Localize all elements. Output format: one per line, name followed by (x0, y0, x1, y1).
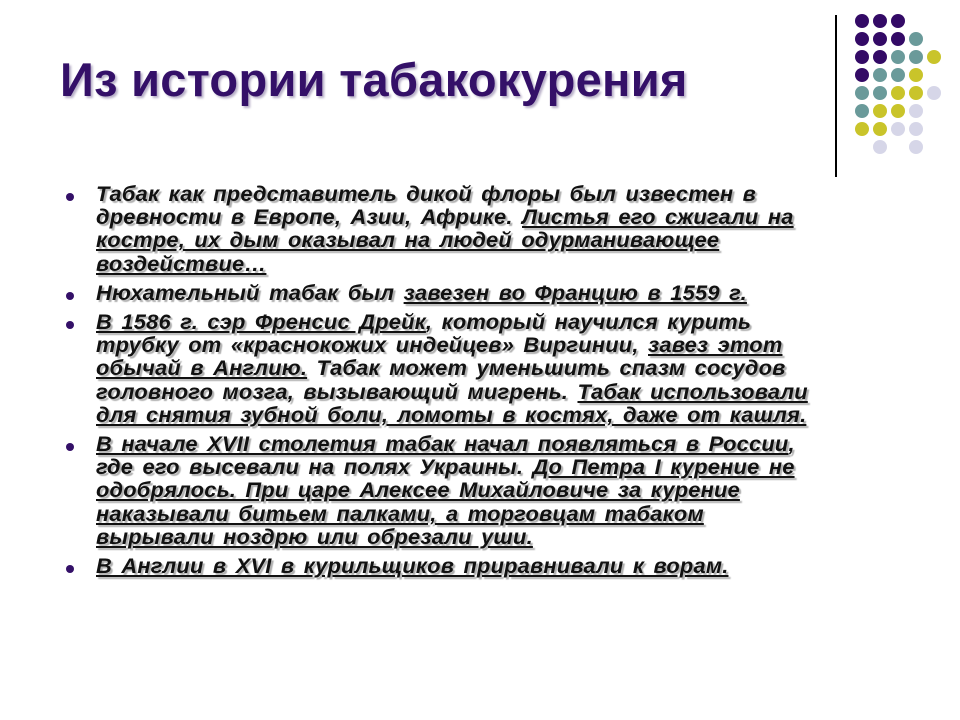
underlined-text: для снятия зубной боли, ломоты в костях, даже от кашля. (96, 403, 807, 427)
text-line (96, 334, 959, 357)
text-line (96, 357, 959, 380)
underlined-text: обычай в Англию. (96, 357, 308, 381)
text-line (96, 229, 959, 252)
underlined-text: До Петра I курение не (532, 456, 795, 480)
yellow-dot (891, 86, 905, 100)
lavender-dot (909, 122, 923, 136)
underlined-text: Табак использовали (577, 380, 808, 404)
purple-dot (873, 32, 887, 46)
teal-dot (873, 68, 887, 82)
text-line (96, 381, 959, 404)
bullet-icon (66, 321, 74, 329)
text-segment: где его высевали на полях Украины. (96, 456, 533, 480)
yellow-dot (891, 104, 905, 118)
underlined-text: завез этот (648, 334, 783, 358)
text-line (96, 404, 959, 427)
yellow-dot (873, 122, 887, 136)
text-line (96, 456, 959, 479)
bullet-item (66, 282, 926, 305)
text-line (96, 555, 959, 578)
lavender-dot (927, 86, 941, 100)
purple-dot (855, 50, 869, 64)
purple-dot (891, 32, 905, 46)
teal-dot (909, 32, 923, 46)
teal-dot (873, 86, 887, 100)
bullet-icon (66, 292, 74, 300)
purple-dot (855, 68, 869, 82)
underlined-text: наказывали битьем палками, а торговцам табаком (96, 502, 704, 526)
purple-dot (873, 50, 887, 64)
bullet-icon (66, 565, 74, 573)
purple-dot (855, 32, 869, 46)
text-segment: , который научился курить (425, 311, 752, 335)
teal-dot (891, 68, 905, 82)
teal-dot (855, 104, 869, 118)
yellow-dot (855, 122, 869, 136)
decorative-vertical-line (835, 15, 837, 177)
text-line (96, 206, 959, 229)
text-segment: древности в Европе, Азии, Африке. (96, 206, 523, 230)
underlined-text: воздействие… (96, 252, 267, 276)
lavender-dot (909, 104, 923, 118)
yellow-dot (873, 104, 887, 118)
text-segment: Табак как представитель дикой флоры был известен в (96, 183, 757, 206)
yellow-dot (909, 86, 923, 100)
bullet-item (66, 311, 926, 427)
bullet-list (66, 183, 926, 584)
yellow-dot (909, 68, 923, 82)
purple-dot (873, 14, 887, 28)
bullet-item (66, 433, 926, 549)
text-segment: , (788, 433, 795, 457)
text-line (96, 183, 959, 206)
lavender-dot (873, 140, 887, 154)
bullet-icon (66, 443, 74, 451)
text-line (96, 479, 959, 502)
underlined-text: завезен во Францию в 1559 г. (403, 281, 747, 305)
text-line (96, 282, 959, 305)
underlined-text: В начале XVII столетия табак начал появляться в России (96, 433, 789, 457)
teal-dot (891, 50, 905, 64)
purple-dot (855, 14, 869, 28)
text-line (96, 253, 959, 276)
bullet-icon (66, 193, 74, 201)
underlined-text: одобрялось. При царе Алексее Михайловиче за курение (96, 479, 740, 503)
text-segment: Табак может уменьшить спазм сосудов (307, 357, 786, 381)
lavender-dot (909, 140, 923, 154)
underlined-text: В Англии в XVI в курильщиков приравнивали к ворам. (96, 555, 729, 579)
lavender-dot (891, 122, 905, 136)
purple-dot (891, 14, 905, 28)
text-segment: Нюхательный табак был (96, 281, 404, 305)
bullet-item (66, 183, 926, 276)
text-line (96, 433, 959, 456)
teal-dot (909, 50, 923, 64)
yellow-dot (927, 50, 941, 64)
underlined-text: Листья его сжигали на (522, 206, 794, 230)
underlined-text: вырывали ноздрю или обрезали уши. (96, 525, 533, 549)
text-line (96, 311, 959, 334)
text-segment: трубку от «краснокожих индейцев» Виргинии, (96, 334, 649, 358)
slide-title: Из истории табакокурения (60, 53, 688, 106)
bullet-item (66, 555, 926, 578)
text-segment: головного мозга, вызывающий мигрень. (96, 380, 578, 404)
underlined-text: В 1586 г. сэр Френсис Дрейк (96, 311, 426, 335)
teal-dot (855, 86, 869, 100)
text-line (96, 526, 959, 549)
text-line (96, 503, 959, 526)
underlined-text: костре, их дым оказывал на людей одурманивающее (96, 229, 720, 253)
